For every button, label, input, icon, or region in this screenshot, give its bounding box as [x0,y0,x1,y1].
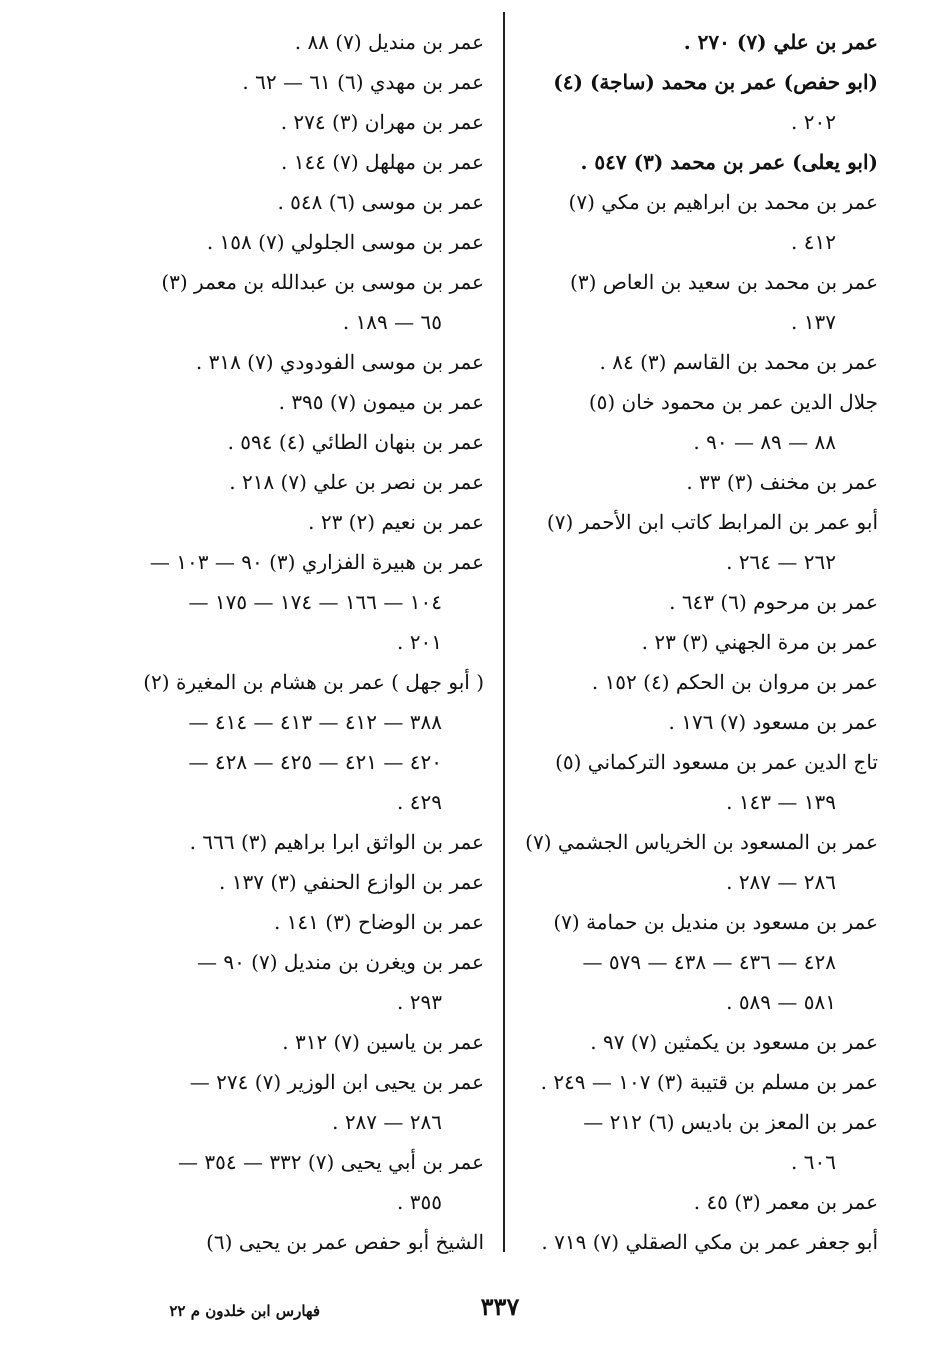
index-entry: عمر بن مهران (٣) ٢٧٤ . [280,110,484,134]
index-entry: عمر بن الواثق ابرا براهيم (٣) ٦٦٦ . [189,830,484,854]
index-entry: عمر بن مسعود بن يكمثين (٧) ٩٧ . [590,1030,878,1054]
index-entry: عمر بن موسى بن عبدالله بن معمر (٣) [161,270,484,294]
index-entry: عمر بن هبيرة الفزاري (٣) ٩٠ — ١٠٣ — [149,550,484,574]
index-entry: عمر بن مخنف (٣) ٣٣ . [686,470,878,494]
index-entry: عمر بن موسى الفودودي (٧) ٣١٨ . [195,350,484,374]
index-entry: (ابو حفص) عمر بن محمد (ساجة) (٤) [553,70,878,94]
index-entry: أبو عمر بن المرابط كاتب ابن الأحمر (٧) [546,510,878,534]
index-entry: عمر بن مرحوم (٦) ٦٤٣ . [669,590,878,614]
index-entry: عمر بن الوازع الحنفي (٣) ١٣٧ . [219,870,484,894]
index-entry-continuation: ٢٦٢ — ٢٦٤ . [726,550,836,574]
index-entry: عمر بن علي (٧) ٢٧٠ . [683,30,878,54]
index-entry: عمر بن المسعود بن الخرياس الجشمي (٧) [525,830,878,854]
index-entry: عمر بن منديل (٧) ٨٨ . [294,30,484,54]
index-entry: (ابو يعلى) عمر بن محمد (٣) ٥٤٧ . [580,150,878,174]
index-entry: عمر بن محمد بن ابراهيم بن مكي (٧) [568,190,878,214]
index-entry: جلال الدين عمر بن محمود خان (٥) [588,390,878,414]
index-entry: تاج الدين عمر بن مسعود التركماني (٥) [555,750,878,774]
index-entry: عمر بن محمد بن القاسم (٣) ٨٤ . [599,350,878,374]
index-entry: عمر بن مهدي (٦) ٦١ — ٦٢ . [242,70,484,94]
index-entry: عمر بن نصر بن علي (٧) ٢١٨ . [229,470,484,494]
index-entry-continuation: ٨٨ — ٨٩ — ٩٠ . [693,430,836,454]
index-entry: عمر بن مهلهل (٧) ١٤٤ . [281,150,484,174]
index-entry-continuation: ٢٠١ . [397,630,442,654]
index-entry: أبو جعفر عمر بن مكي الصقلي (٧) ٧١٩ . [541,1230,878,1254]
index-entry-continuation: ٦٥ — ١٨٩ . [342,310,442,334]
column-divider [503,12,505,1252]
index-entry-continuation: ١٣٩ — ١٤٣ . [726,790,836,814]
index-entry: عمر بن مروان بن الحكم (٤) ١٥٢ . [591,670,878,694]
index-entry: عمر بن مرة الجهني (٣) ٢٣ . [641,630,878,654]
index-entry: عمر بن يحيى ابن الوزير (٧) ٢٧٤ — [189,1070,484,1094]
page-number: ٣٣٧ [480,1292,520,1321]
index-entry-continuation: ٢٩٣ . [397,990,442,1014]
index-entry: عمر بن نعيم (٢) ٢٣ . [308,510,484,534]
index-entry-continuation: ٥٨١ — ٥٨٩ . [726,990,836,1014]
index-entry: عمر بن محمد بن سعيد بن العاص (٣) [570,270,878,294]
index-entry-continuation: ١٠٤ — ١٦٦ — ١٧٤ — ١٧٥ — [188,590,442,614]
index-entry-continuation: ٤٢٨ — ٤٣٦ — ٤٣٨ — ٥٧٩ — [582,950,836,974]
index-entry-continuation: ٣٨٨ — ٤١٢ — ٤١٣ — ٤١٤ — [188,710,442,734]
index-entry-continuation: ٤١٢ . [791,230,836,254]
index-entry: الشيخ أبو حفص عمر بن يحيى (٦) [206,1230,484,1254]
index-entry: عمر بن المعز بن باديس (٦) ٢١٢ — [583,1110,878,1134]
index-entry: عمر بن معمر (٣) ٤٥ . [693,1190,878,1214]
index-entry-continuation: ١٣٧ . [791,310,836,334]
index-entry-continuation: ٦٠٦ . [791,1150,836,1174]
index-entry-continuation: ٤٢٠ — ٤٢١ — ٤٢٥ — ٤٢٨ — [188,750,442,774]
index-entry-continuation: ٢٨٦ — ٢٨٧ . [726,870,836,894]
index-entry-continuation: ٢٠٢ . [791,110,836,134]
index-entry: عمر بن مسعود (٧) ١٧٦ . [668,710,878,734]
index-column-right [525,22,878,1262]
index-entry-continuation: ٢٨٦ — ٢٨٧ . [332,1110,442,1134]
index-entry: عمر بن مسعود بن منديل بن حمامة (٧) [553,910,878,934]
index-entry-continuation: ٤٢٩ . [397,790,442,814]
index-entry: عمر بن ميمون (٧) ٣٩٥ . [278,390,484,414]
index-entry: ( أبو جهل ) عمر بن هشام بن المغيرة (٢) [143,670,484,694]
index-entry: عمر بن ويغرن بن منديل (٧) ٩٠ — [196,950,484,974]
index-entry: عمر بن الوضاح (٣) ١٤١ . [273,910,484,934]
running-footer: فهارس ابن خلدون م ٢٢ [169,1302,320,1320]
index-entry: عمر بن موسى الجلولي (٧) ١٥٨ . [206,230,484,254]
index-entry: عمر بن بنهان الطائي (٤) ٥٩٤ . [227,430,484,454]
index-entry-continuation: ٣٥٥ . [397,1190,442,1214]
index-entry: عمر بن أبي يحيى (٧) ٣٣٢ — ٣٥٤ — [178,1150,484,1174]
index-entry: عمر بن مسلم بن قتيبة (٣) ١٠٧ — ٢٤٩ . [540,1070,878,1094]
index-entry: عمر بن موسى (٦) ٥٤٨ . [277,190,484,214]
index-column-left [132,22,484,1262]
index-entry: عمر بن ياسين (٧) ٣١٢ . [282,1030,484,1054]
